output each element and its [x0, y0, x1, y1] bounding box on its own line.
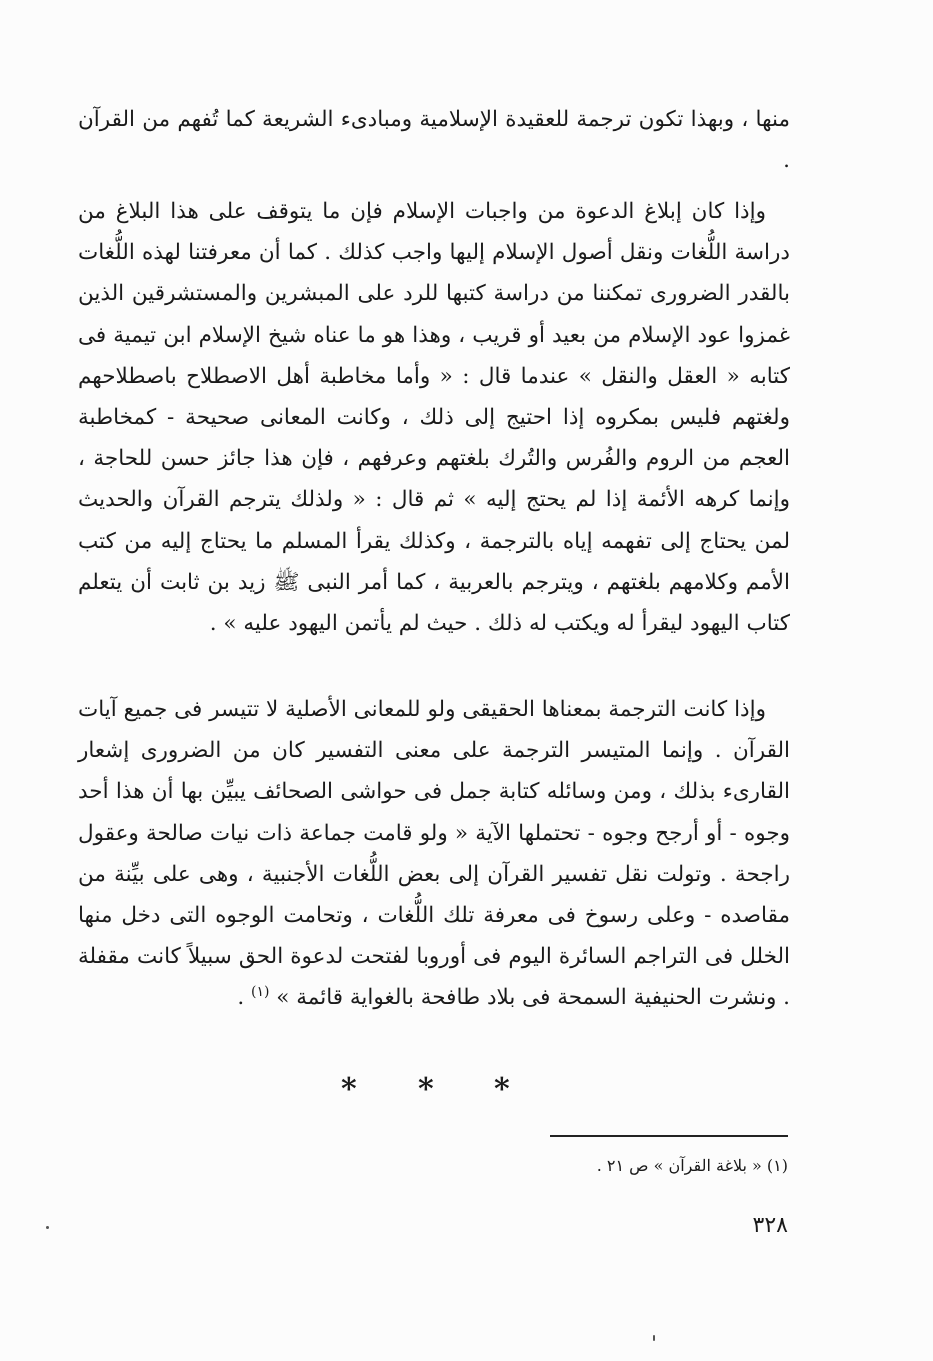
footnote-divider	[550, 1135, 788, 1137]
section-separator	[0, 1070, 933, 1110]
paragraph-3-container	[78, 689, 790, 1019]
paragraph-3	[78, 689, 790, 1019]
footnote: (١) « بلاغة القرآن » ص ٢١ .	[596, 1156, 788, 1175]
footnote-reference: (١)	[250, 984, 270, 1001]
paragraph-3-text: وإذا كانت الترجمة بمعناها الحقيقى ولو للمعانى الأصلية لا تتيسر فى جميع آيات القرآن . وإنما المتيسر الترجمة على معنى التفسير كان من الضرورى إشعار القارىء بذلك ، ومن وسائله كتابة جمل فى حواشى الصحائف يبيِّن بها أن هذا أحد وجوه - أو أرجح وجوه - تحتملها الآية « ولو قامت جماعة ذات نيات صالحة وعقول راجحة . وتولت نقل تفسير القرآن إلى بعض اللُّغات الأجنبية ، وهى على بيِّنة من مقاصده - وعلى رسوخ فى معرفة تلك اللُّغات ، وتحامت الوجوه التى دخل منها الخلل فى التراجم السائرة اليوم فى أوروبا لفتحت لدعوة الحق سبيلاً كانت مقفلة . ونشرت الحنيفية السمحة فى بلاد طافحة بالغواية قائمة »	[78, 697, 790, 1011]
separator-star-icon: *	[494, 1072, 510, 1107]
scan-speck	[46, 1226, 49, 1229]
scan-speck	[653, 1335, 655, 1341]
separator-star-icon: *	[341, 1072, 357, 1107]
separator-star-icon: *	[418, 1072, 434, 1107]
paragraph-3-end: .	[237, 985, 251, 1011]
page-number: ٣٢٨	[752, 1213, 788, 1238]
paragraph-1-text: منها ، وبهذا تكون ترجمة للعقيدة الإسلامية ومبادىء الشريعة كما تُفهم من القرآن .	[78, 107, 790, 174]
paragraph-2-text: وإذا كان إبلاغ الدعوة من واجبات الإسلام فإن ما يتوقف على هذا البلاغ من دراسة اللُّغات ونقل أصول الإسلام إليها واجب كذلك . كما أن معرفتنا لهذه اللُّغات بالقدر الضرورى تمكننا من دراسة كتبها للرد على المبشرين والمستشرقين الذين غمزوا عود الإسلام من بعيد أو قريب ، وهذا هو ما عناه شيخ الإسلام ابن تيمية فى كتابه « العقل والنقل » عندما قال : « وأما مخاطبة أهل الاصطلاح باصطلاحهم ولغتهم فليس بمكروه إذا احتيج إلى ذلك ، وكانت المعانى صحيحة - كمخاطبة العجم من الروم والفُرس والتُرك بلغتهم وعرفهم ، فإن هذا جائز حسن للحاجة ، وإنما كرهه الأئمة إذا لم يحتج إليه » ثم قال : « ولذلك يترجم القرآن والحديث لمن يحتاج إلى تفهمه إياه بالترجمة ، وكذلك يقرأ المسلم ما يحتاج إليه من كتب الأمم وكلامهم بلغتهم ، ويترجم بالعربية ، كما أمر النبى ﷺ زيد بن ثابت أن يتعلم كتاب اليهود ليقرأ له ويكتب له ذلك . حيث لم يأتمن اليهود عليه » .	[78, 199, 790, 637]
paragraph-1	[78, 99, 790, 181]
paragraph-2	[78, 191, 790, 644]
